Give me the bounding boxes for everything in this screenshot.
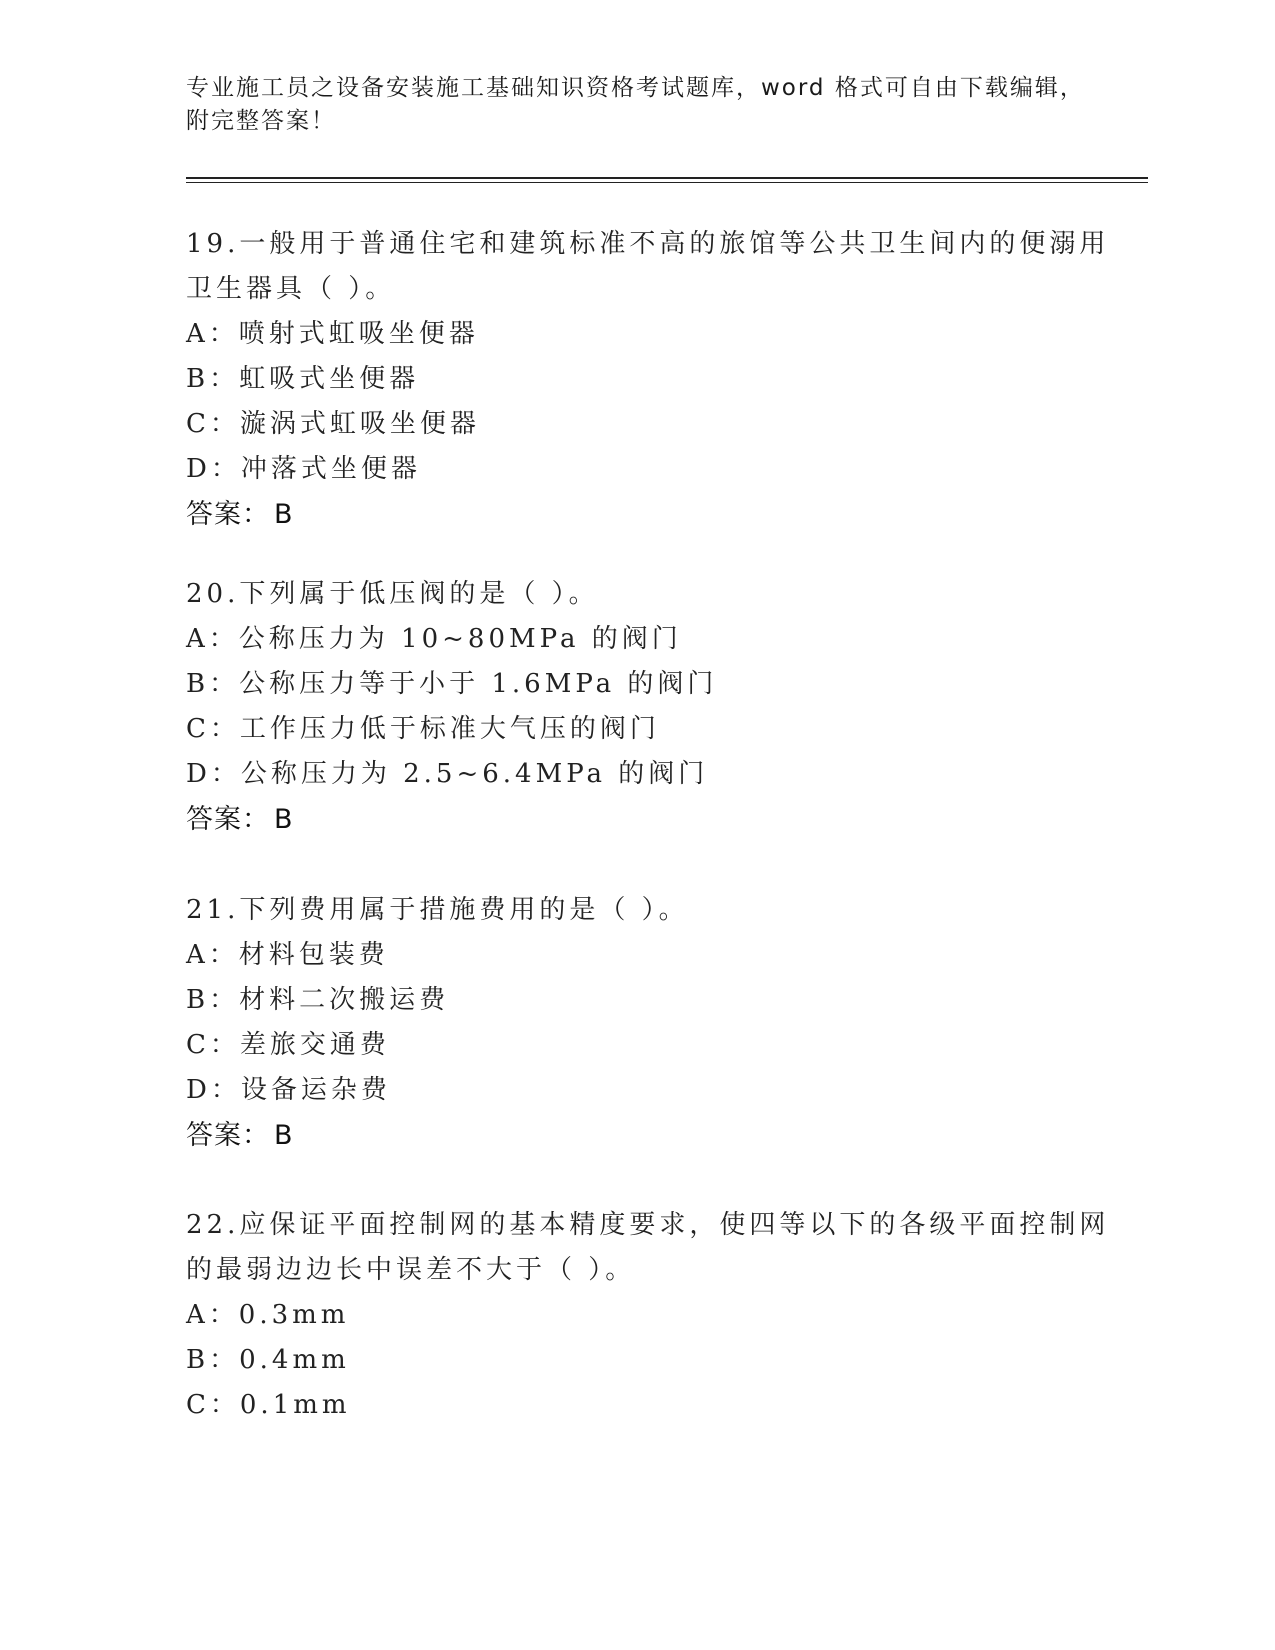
answer-value: B: [274, 1120, 294, 1151]
answer-line: [186, 797, 1086, 842]
answer-label: 答案：: [186, 804, 270, 835]
option-b: B：公称压力等于小于 1.6MPa 的阀门: [186, 669, 718, 699]
question-stem-line: 的最弱边边长中误差不大于（ ）。: [186, 1255, 636, 1285]
option-b: B：材料二次搬运费: [186, 985, 450, 1015]
option-d: D：公称压力为 2.5~6.4MPa 的阀门: [186, 759, 709, 789]
option-b: B：0.4mm: [186, 1345, 350, 1375]
option-a: A：公称压力为 10~80MPa 的阀门: [186, 624, 682, 654]
question-stem-line: 19.一般用于普通住宅和建筑标准不高的旅馆等公共卫生间内的便溺用: [186, 229, 1110, 259]
answer-line: [186, 1113, 1086, 1158]
header-divider-thick: [186, 177, 1148, 179]
option-b: B：虹吸式坐便器: [186, 364, 420, 394]
question-20: [186, 572, 1086, 842]
answer-value: B: [274, 499, 294, 530]
answer-line: [186, 492, 1086, 537]
option-c: C：0.1mm: [186, 1390, 351, 1420]
question-21: [186, 888, 1086, 1158]
question-stem-line: 21.下列费用属于措施费用的是（ ）。: [186, 895, 689, 925]
option-a: A：0.3mm: [186, 1300, 350, 1330]
question-stem-line: 卫生器具（ ）。: [186, 274, 396, 304]
question-stem-line: 20.下列属于低压阀的是（ ）。: [186, 579, 599, 609]
option-a: A：材料包装费: [186, 940, 389, 970]
question-19: [186, 222, 1110, 537]
document-header: [186, 72, 1085, 138]
question-stem-line: 22.应保证平面控制网的基本精度要求，使四等以下的各级平面控制网: [186, 1210, 1110, 1240]
option-c: C：漩涡式虹吸坐便器: [186, 409, 480, 439]
option-d: D：冲落式坐便器: [186, 454, 421, 484]
option-a: A：喷射式虹吸坐便器: [186, 319, 479, 349]
option-c: C：差旅交通费: [186, 1030, 390, 1060]
header-title-line-2: 附完整答案！: [186, 108, 336, 134]
answer-label: 答案：: [186, 1120, 270, 1151]
question-22: [186, 1203, 1110, 1428]
option-d: D：设备运杂费: [186, 1075, 391, 1105]
answer-label: 答案：: [186, 499, 270, 530]
header-title-line-1: 专业施工员之设备安装施工基础知识资格考试题库，word 格式可自由下载编辑，: [186, 75, 1085, 101]
option-c: C：工作压力低于标准大气压的阀门: [186, 714, 660, 744]
answer-value: B: [274, 804, 294, 835]
header-divider-thin: [186, 182, 1148, 183]
